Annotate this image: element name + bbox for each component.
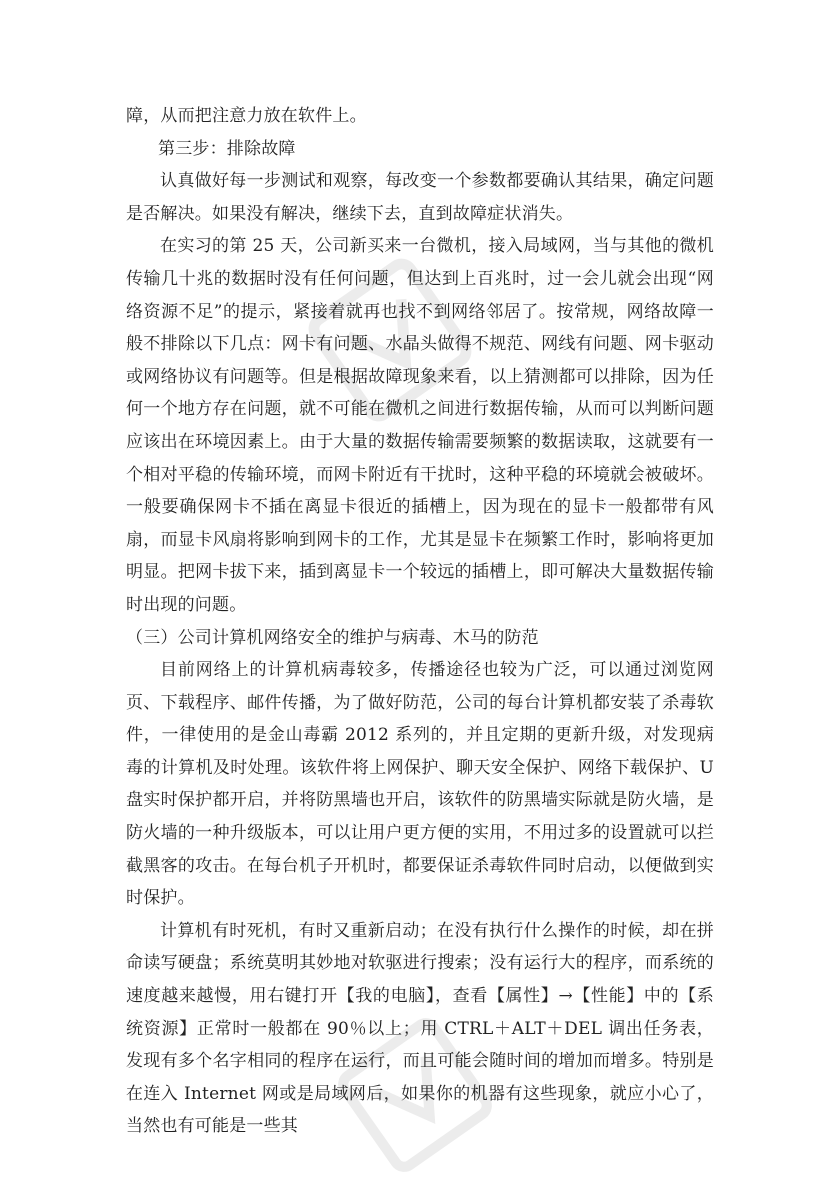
section-heading: （三）公司计算机网络安全的维护与病毒、木马的防范 (126, 627, 539, 648)
paragraph: 认真做好每一步测试和观察，每改变一个参数都要确认其结果，确定问题是否解决。如果没有解决，继续下去，直到故障症状消失。 (126, 171, 714, 224)
step-heading: 第三步：排除故障 (158, 138, 296, 159)
paragraph: 目前网络上的计算机病毒较多，传播途径也较为广泛，可以通过浏览网页、下载程序、邮件传播，为了做好防范，公司的每台计算机都安装了杀毒软件，一律使用的是金山毒霸 2012 系列的，并且定期的更新升级，对发现病毒的计算机及时处理。该软件将上网保护、聊天安全保护、网络下载保护、U 盘实时保护都开启，并将防黑墙也开启，该软件的防黑墙实际就是防火墙，是防火墙的一种升级版本，可以让用户更方便的实用，不用过多的设置就可以拦截黑客的攻击。在每台机子开机时，都要保证杀毒软件同时启动，以便做到实时保护。 (126, 660, 714, 909)
paragraph: 计算机有时死机，有时又重新启动；在没有执行什么操作的时候，却在拼命读写硬盘；系统莫明其妙地对软驱进行搜索；没有运行大的程序，而系统的速度越来越慢，用右键打开【我的电脑】，查看【属性】→【性能】中的【系统资源】正常时一般都在 90％以上；用 CTRL＋ALT＋DEL 调出任务表，发现有多个名字相同的程序在运行，而且可能会随时间的增加而增多。特别是在连入 Internet 网或是局域网后，如果你的机器有这些现象，就应小心了，当然也有可能是一些其 (126, 920, 714, 1137)
paragraph: 在实习的第 25 天，公司新买来一台微机，接入局域网，当与其他的微机传输几十兆的数据时没有任何问题，但达到上百兆时，过一会儿就会出现“网络资源不足”的提示，紧接着就再也找不到网络邻居了。按常规，网络故障一般不排除以下几点：网卡有问题、水晶头做得不规范、网线有问题、网卡驱动或网络协议有问题等。但是根据故障现象来看，以上猜测都可以排除，因为任何一个地方存在问题，就不可能在微机之间进行数据传输，从而可以判断问题应该出在环境因素上。由于大量的数据传输需要频繁的数据读取，这就要有一个相对平稳的传输环境，而网卡附近有干扰时，这种平稳的环境就会被破坏。一般要确保网卡不插在离显卡很近的插槽上，因为现在的显卡一般都带有风扇，而显卡风扇将影响到网卡的工作，尤其是显卡在频繁工作时，影响将更加明显。把网卡拔下来，插到离显卡一个较远的插槽上，即可解决大量数据传输时出现的问题。 (126, 236, 714, 615)
body-text (126, 100, 714, 1143)
paragraph-continuation: 障，从而把注意力放在软件上。 (126, 106, 367, 126)
